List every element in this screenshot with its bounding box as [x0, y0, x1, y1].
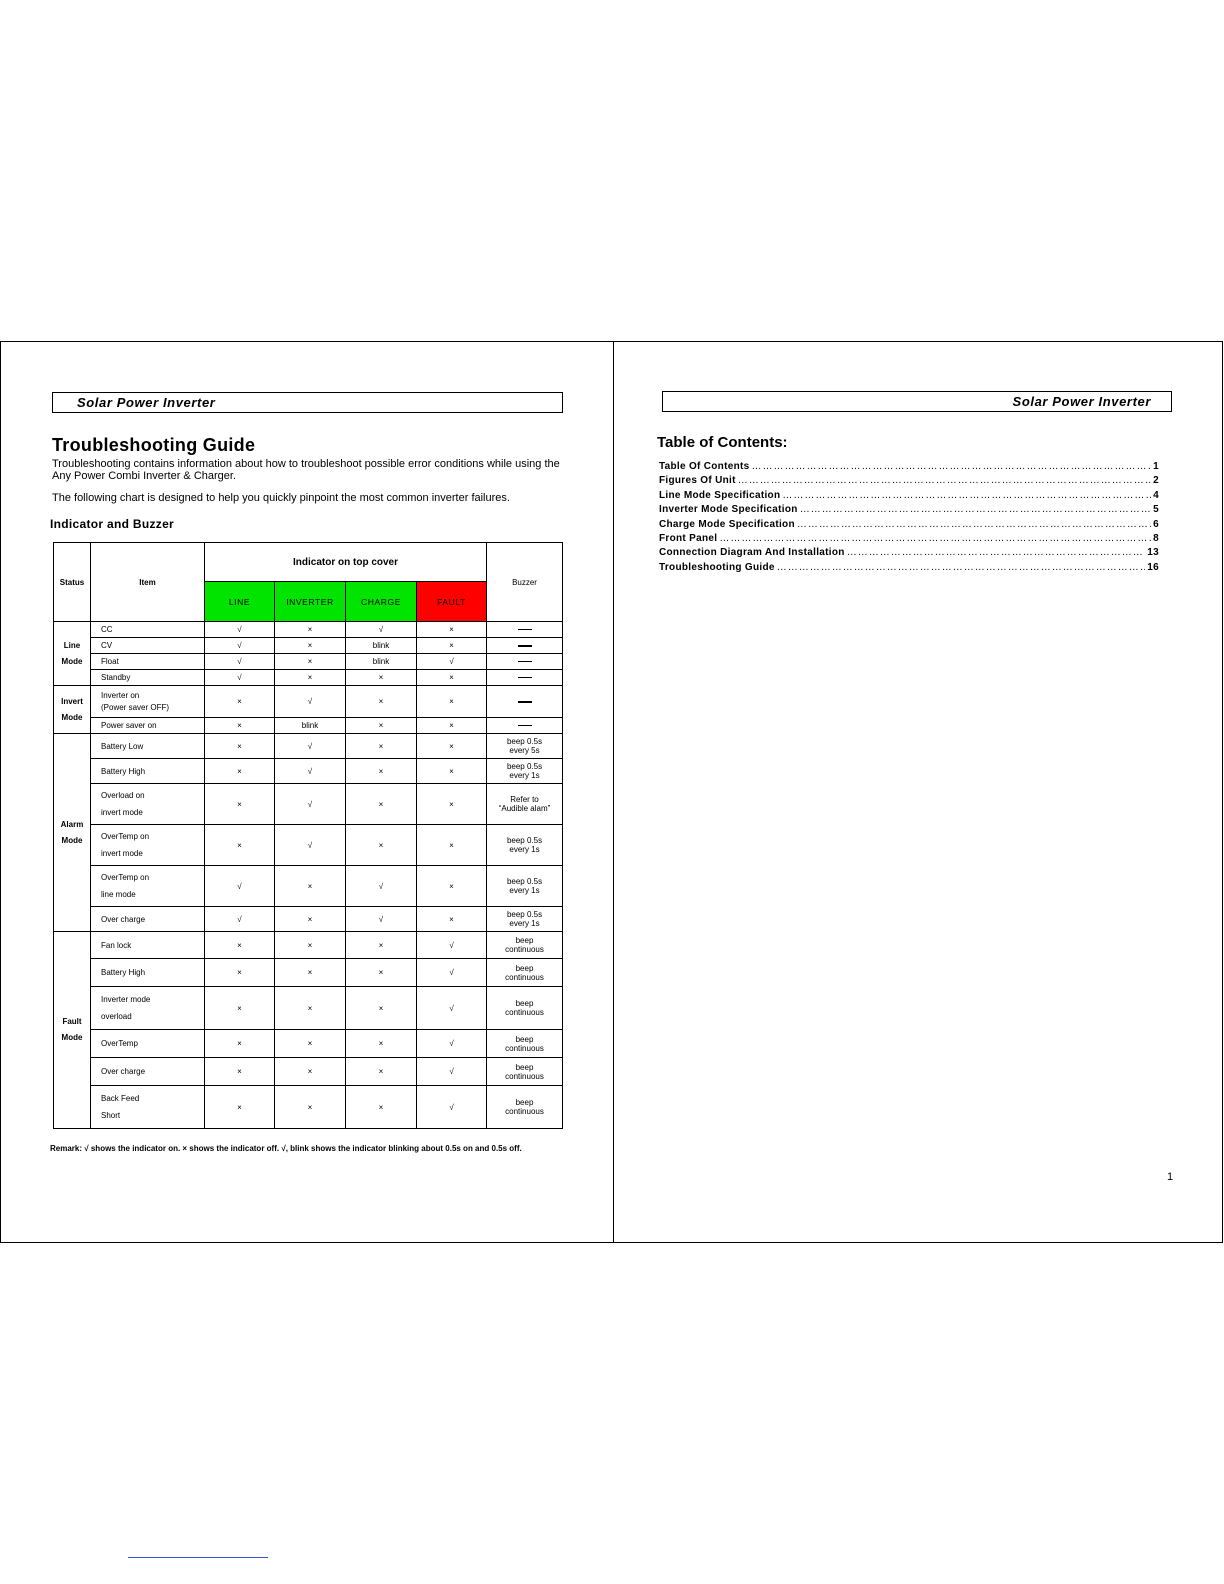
indicator-state-fault: √: [417, 654, 487, 670]
indicator-buzzer-table: [53, 542, 563, 1129]
item-label-2: overload: [101, 1012, 132, 1021]
item-label-2: invert mode: [101, 808, 143, 817]
toc-page-number: 8: [1153, 532, 1159, 544]
indicator-state-line: √: [205, 638, 275, 654]
indicator-state-line: ×: [205, 987, 275, 1030]
buzzer-cell: [487, 1030, 563, 1058]
indicator-state-inverter: ×: [275, 932, 346, 959]
indicator-state-line: ×: [205, 825, 275, 866]
table-row: [54, 638, 563, 654]
status-cell: [54, 686, 91, 734]
toc-label: Figures Of Unit: [659, 475, 736, 487]
toc-leader-dots: [797, 519, 1151, 530]
toc-entry[interactable]: [659, 461, 1159, 475]
item-label: OverTemp on: [101, 832, 150, 841]
page-title: Troubleshooting Guide: [52, 435, 256, 455]
toc-page-number: 4: [1153, 489, 1159, 501]
table-row: [54, 670, 563, 686]
indicator-state-line: ×: [205, 1030, 275, 1058]
buzzer-text-2: every 5s: [509, 746, 540, 755]
item-label: Power saver on: [101, 721, 157, 730]
item-cell: [91, 686, 205, 718]
indicator-state-line: ×: [205, 784, 275, 825]
dash-icon: [518, 725, 532, 726]
table-row: [54, 1058, 563, 1086]
buzzer-text: beep: [515, 1062, 534, 1072]
col-item-header: Item: [91, 543, 205, 622]
right-page: [614, 342, 1223, 1242]
buzzer-text: beep 0.5s: [506, 910, 543, 919]
buzzer-text: beep: [515, 999, 534, 1008]
indicator-state-fault: ×: [417, 784, 487, 825]
indicator-state-inverter: ×: [275, 959, 346, 987]
indicator-state-charge: ×: [346, 1058, 417, 1086]
indicator-state-line: ×: [205, 759, 275, 784]
remark-note: Remark: √ shows the indicator on. × shows the indicator off. √, blink shows the indicator blinking about 0.5s on and 0.5s off.: [50, 1144, 522, 1153]
item-label: Inverter on: [101, 691, 140, 700]
buzzer-text-2: continuous: [505, 1043, 544, 1053]
indicator-state-line: √: [205, 654, 275, 670]
indicator-state-inverter: ×: [275, 1086, 346, 1129]
indicator-state-fault: ×: [417, 718, 487, 734]
toc-leader-dots: [751, 461, 1151, 472]
indicator-state-line: ×: [205, 1086, 275, 1129]
item-cell: [91, 622, 205, 638]
item-label: Fan lock: [101, 940, 132, 950]
buzzer-cell: [487, 784, 563, 825]
indicator-state-fault: √: [417, 959, 487, 987]
item-cell: [91, 907, 205, 932]
buzzer-text: beep 0.5s: [506, 737, 543, 746]
indicator-state-inverter: √: [275, 825, 346, 866]
indicator-state-line: √: [205, 866, 275, 907]
item-label: Overload on: [101, 791, 145, 800]
status-label: Mode: [61, 1033, 83, 1042]
indicator-state-fault: √: [417, 987, 487, 1030]
indicator-state-fault: ×: [417, 670, 487, 686]
toc-entry[interactable]: [659, 562, 1159, 576]
item-label: Float: [101, 657, 119, 666]
table-row: [54, 866, 563, 907]
item-label-2: Short: [101, 1111, 121, 1120]
indicator-state-fault: ×: [417, 686, 487, 718]
indicator-state-inverter: ×: [275, 987, 346, 1030]
indicator-state-charge: ×: [346, 734, 417, 759]
item-cell: [91, 932, 205, 959]
item-cell: [91, 759, 205, 784]
toc-entry[interactable]: [659, 504, 1159, 518]
indicator-state-charge: ×: [346, 1030, 417, 1058]
toc-entry[interactable]: [659, 490, 1159, 504]
toc-title: Table of Contents:: [657, 434, 788, 451]
table-row: [54, 907, 563, 932]
toc-leader-dots: [782, 490, 1151, 501]
indicator-state-line: ×: [205, 1058, 275, 1086]
item-label-2: (Power saver OFF): [101, 703, 170, 712]
buzzer-text-2: continuous: [505, 1071, 544, 1081]
buzzer-cell: [487, 1058, 563, 1086]
item-label: OverTemp on: [101, 873, 150, 882]
item-label: Battery High: [101, 766, 146, 776]
section-heading: Indicator and Buzzer: [50, 517, 175, 531]
indicator-state-fault: ×: [417, 825, 487, 866]
status-label: Mode: [61, 656, 83, 666]
indicator-state-inverter: √: [275, 686, 346, 718]
indicator-state-fault: ×: [417, 907, 487, 932]
toc-label: Inverter Mode Specification: [659, 504, 798, 516]
status-label: Fault: [62, 1017, 82, 1026]
table-row: [54, 784, 563, 825]
buzzer-cell: [487, 959, 563, 987]
item-cell: [91, 959, 205, 987]
indicator-state-line: ×: [205, 959, 275, 987]
item-cell: [91, 638, 205, 654]
indicator-line: LINE: [205, 582, 275, 622]
table-row: [54, 759, 563, 784]
buzzer-cell: [487, 1086, 563, 1129]
indicator-state-charge: ×: [346, 718, 417, 734]
indicator-state-line: ×: [205, 932, 275, 959]
buzzer-text: beep: [515, 1098, 534, 1107]
item-label: Over charge: [101, 1067, 146, 1076]
indicator-charge: CHARGE: [346, 582, 417, 622]
buzzer-cell: [487, 622, 563, 638]
item-label: OverTemp: [101, 1039, 138, 1048]
item-label: Back Feed: [101, 1094, 140, 1103]
toc-page-number: 6: [1153, 518, 1159, 530]
running-header-right: Solar Power Inverter: [662, 391, 1172, 412]
item-label: Inverter mode: [101, 995, 151, 1004]
indicator-state-fault: ×: [417, 638, 487, 654]
indicator-state-line: ×: [205, 686, 275, 718]
indicator-state-inverter: ×: [275, 1058, 346, 1086]
item-label: Battery High: [101, 968, 146, 977]
table-row: [54, 1030, 563, 1058]
buzzer-cell: [487, 907, 563, 932]
indicator-state-charge: √: [346, 622, 417, 638]
buzzer-cell: [487, 638, 563, 654]
toc-leader-dots: [777, 562, 1146, 573]
dash-icon: [518, 677, 532, 678]
buzzer-text: beep 0.5s: [506, 836, 543, 845]
indicator-state-inverter: ×: [275, 670, 346, 686]
hyperlink-underline[interactable]: [128, 1557, 268, 1558]
toc-label: Charge Mode Specification: [659, 518, 795, 530]
page-number: 1: [1167, 1171, 1174, 1183]
status-cell: [54, 734, 91, 932]
buzzer-text-2: continuous: [505, 945, 544, 954]
buzzer-text: beep: [515, 963, 534, 973]
status-label: Invert: [61, 696, 83, 706]
buzzer-cell: [487, 670, 563, 686]
buzzer-cell: [487, 686, 563, 718]
indicator-state-charge: ×: [346, 686, 417, 718]
col-status-header: Status: [54, 543, 91, 622]
table-body: [54, 622, 563, 1129]
table-row: [54, 932, 563, 959]
indicator-state-line: √: [205, 622, 275, 638]
indicator-state-line: ×: [205, 734, 275, 759]
indicator-inverter: INVERTER: [275, 582, 346, 622]
item-cell: [91, 718, 205, 734]
buzzer-text-2: every 1s: [509, 771, 540, 780]
table-row: [54, 654, 563, 670]
indicator-state-fault: ×: [417, 622, 487, 638]
buzzer-text-2: continuous: [505, 1008, 544, 1017]
buzzer-text-2: every 1s: [509, 845, 540, 854]
dash-icon: [518, 629, 532, 630]
toc-leader-dots: [847, 547, 1146, 558]
table-row: [54, 622, 563, 638]
toc-label: Line Mode Specification: [659, 489, 781, 501]
status-label: Mode: [61, 835, 83, 845]
intro-paragraph: Troubleshooting contains information about how to troubleshoot possible error conditions while using the Any Power Combi Inverter & Charger.: [52, 458, 560, 482]
status-cell: [54, 622, 91, 686]
col-buzzer-header: Buzzer: [487, 543, 563, 622]
item-label: Battery Low: [101, 741, 144, 751]
indicator-state-fault: √: [417, 1030, 487, 1058]
buzzer-text: beep 0.5s: [506, 877, 543, 886]
buzzer-text-2: every 1s: [509, 886, 540, 895]
col-indicator-header: Indicator on top cover: [205, 543, 487, 582]
dash-icon: [518, 701, 532, 703]
item-cell: [91, 654, 205, 670]
indicator-state-fault: ×: [417, 866, 487, 907]
item-label: CV: [101, 641, 113, 650]
table-row: [54, 1086, 563, 1129]
table-of-contents: [659, 461, 1159, 576]
item-label: Standby: [101, 673, 131, 682]
indicator-state-inverter: ×: [275, 1030, 346, 1058]
toc-label: Troubleshooting Guide: [659, 561, 775, 573]
toc-entry[interactable]: [659, 547, 1159, 561]
indicator-state-line: √: [205, 670, 275, 686]
item-cell: [91, 734, 205, 759]
buzzer-text: beep: [515, 936, 534, 945]
intro-paragraph-2: The following chart is designed to help you quickly pinpoint the most common inverter failures.: [52, 492, 510, 504]
item-cell: [91, 866, 205, 907]
indicator-state-charge: ×: [346, 959, 417, 987]
indicator-state-inverter: ×: [275, 866, 346, 907]
indicator-state-inverter: ×: [275, 654, 346, 670]
status-label: Alarm: [60, 819, 84, 829]
left-page: [1, 342, 613, 1242]
item-cell: [91, 784, 205, 825]
indicator-state-inverter: ×: [275, 622, 346, 638]
indicator-state-inverter: ×: [275, 907, 346, 932]
item-cell: [91, 670, 205, 686]
table-row: [54, 718, 563, 734]
indicator-state-charge: ×: [346, 759, 417, 784]
toc-leader-dots: [719, 533, 1151, 544]
dash-icon: [518, 661, 532, 662]
indicator-state-fault: ×: [417, 734, 487, 759]
buzzer-cell: [487, 734, 563, 759]
toc-page-number: 1: [1153, 461, 1159, 472]
indicator-state-charge: ×: [346, 1086, 417, 1129]
buzzer-text: Refer to: [510, 795, 539, 804]
indicator-state-inverter: √: [275, 759, 346, 784]
document-spread: [0, 341, 1223, 1243]
buzzer-cell: [487, 718, 563, 734]
buzzer-cell: [487, 932, 563, 959]
indicator-state-charge: ×: [346, 825, 417, 866]
toc-leader-dots: [738, 475, 1151, 486]
item-label-2: line mode: [101, 890, 136, 899]
indicator-state-charge: ×: [346, 784, 417, 825]
status-label: Mode: [61, 712, 83, 722]
indicator-state-charge: ×: [346, 987, 417, 1030]
indicator-state-inverter: blink: [275, 718, 346, 734]
buzzer-cell: [487, 759, 563, 784]
item-label: Over charge: [101, 914, 146, 924]
toc-page-number: 13: [1147, 547, 1159, 559]
item-cell: [91, 1058, 205, 1086]
item-label: CC: [101, 625, 113, 634]
indicator-state-inverter: √: [275, 784, 346, 825]
toc-entry[interactable]: [659, 533, 1159, 547]
running-header: Solar Power Inverter: [52, 392, 563, 413]
indicator-state-inverter: √: [275, 734, 346, 759]
toc-label: Front Panel: [659, 532, 718, 544]
indicator-state-charge: √: [346, 907, 417, 932]
item-cell: [91, 1086, 205, 1129]
indicator-state-charge: ×: [346, 670, 417, 686]
toc-page-number: 2: [1153, 475, 1159, 487]
indicator-fault: FAULT: [417, 582, 487, 622]
toc-page-number: 16: [1147, 561, 1159, 573]
indicator-state-charge: √: [346, 866, 417, 907]
status-cell: [54, 932, 91, 1129]
buzzer-text-2: “Audible alam”: [498, 804, 551, 813]
indicator-state-line: ×: [205, 718, 275, 734]
table-row: [54, 686, 563, 718]
toc-label: Connection Diagram And Installation: [659, 547, 845, 559]
indicator-state-charge: blink: [346, 654, 417, 670]
indicator-state-inverter: ×: [275, 638, 346, 654]
indicator-state-fault: ×: [417, 759, 487, 784]
buzzer-cell: [487, 654, 563, 670]
toc-entry[interactable]: [659, 519, 1159, 533]
buzzer-text: beep: [515, 1034, 534, 1044]
table-row: [54, 987, 563, 1030]
dash-icon: [518, 645, 532, 647]
table-row: [54, 825, 563, 866]
buzzer-text: beep 0.5s: [506, 762, 543, 771]
indicator-state-charge: ×: [346, 932, 417, 959]
toc-entry[interactable]: [659, 475, 1159, 489]
table-row: [54, 959, 563, 987]
indicator-state-fault: √: [417, 932, 487, 959]
buzzer-text-2: every 1s: [509, 919, 540, 928]
buzzer-text-2: continuous: [505, 1107, 544, 1116]
toc-page-number: 5: [1153, 504, 1159, 516]
toc-leader-dots: [800, 504, 1151, 515]
buzzer-cell: [487, 866, 563, 907]
indicator-state-line: √: [205, 907, 275, 932]
item-cell: [91, 1030, 205, 1058]
item-label-2: invert mode: [101, 849, 143, 858]
buzzer-cell: [487, 825, 563, 866]
toc-label: Table Of Contents: [659, 461, 750, 472]
buzzer-cell: [487, 987, 563, 1030]
indicator-state-charge: blink: [346, 638, 417, 654]
indicator-state-fault: √: [417, 1086, 487, 1129]
indicator-state-fault: √: [417, 1058, 487, 1086]
item-cell: [91, 987, 205, 1030]
buzzer-text-2: continuous: [505, 972, 544, 982]
status-label: Line: [63, 640, 81, 650]
item-cell: [91, 825, 205, 866]
table-row: [54, 734, 563, 759]
